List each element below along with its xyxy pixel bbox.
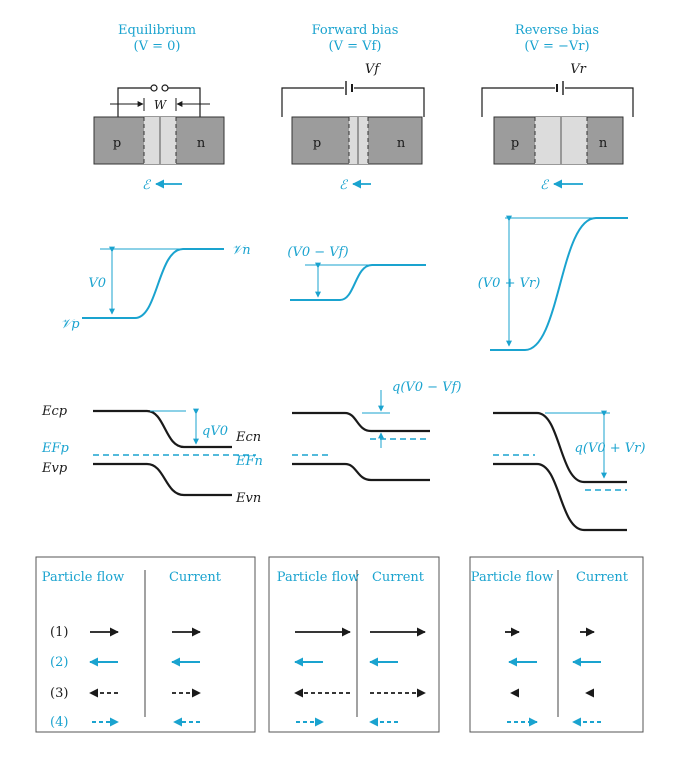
region-p-label: p [112, 136, 122, 151]
source-label-forward: Vf [364, 62, 380, 77]
circuit-forward-bias [282, 81, 424, 117]
region-n-label: n [396, 136, 406, 151]
evn-label: Evn [236, 491, 262, 506]
header-particle-flow: Particle flow [41, 570, 125, 585]
field-symbol: ℰ [540, 178, 548, 193]
title-equilibrium: Equilibrium [117, 23, 197, 38]
title-reverse-bias: Reverse bias [514, 23, 600, 38]
row-label-2: (2) [50, 655, 69, 670]
source-label-reverse: Vr [570, 62, 586, 77]
row-label-1: (1) [50, 625, 69, 640]
header-current: Current [168, 570, 222, 585]
potential-plot-forward [290, 265, 426, 300]
row-label-3: (3) [50, 686, 69, 701]
region-p-label: p [312, 136, 322, 151]
region-n-label: n [598, 136, 608, 151]
column-reverse-bias [470, 23, 645, 732]
header-current: Current [575, 570, 629, 585]
column-equilibrium [36, 23, 263, 732]
title-forward-bias: Forward bias [311, 23, 399, 38]
header-current: Current [371, 570, 425, 585]
ecn-label: Ecn [236, 430, 262, 445]
potential-p-label: 𝒱p [60, 317, 80, 332]
potential-n-label: 𝒱n [231, 243, 251, 258]
flow-table-equilibrium [36, 557, 255, 732]
band-energy-label: q(V0 + Vr) [574, 441, 646, 456]
band-diagram-reverse [493, 413, 627, 530]
field-symbol: ℰ [142, 178, 150, 193]
barrier-label: (V0 + Vr) [477, 276, 541, 291]
open-terminal-left [151, 85, 157, 91]
region-n-label: n [196, 136, 206, 151]
field-symbol: ℰ [339, 178, 347, 193]
column-forward-bias [269, 23, 461, 732]
open-terminal-right [162, 85, 168, 91]
width-label: W [153, 98, 167, 112]
barrier-label: (V0 − Vf) [287, 245, 349, 260]
efp-label: EFp [42, 441, 69, 456]
barrier-label: V0 [88, 276, 106, 291]
flow-table-forward [269, 557, 439, 732]
condition-forward-bias: (V = Vf) [328, 39, 382, 54]
header-particle-flow: Particle flow [276, 570, 360, 585]
band-diagram-equilibrium [93, 411, 256, 495]
band-energy-label: q(V0 − Vf) [392, 380, 462, 395]
band-energy-label: qV0 [202, 424, 228, 439]
flow-table-reverse [470, 557, 643, 732]
ecp-label: Ecp [42, 404, 68, 419]
band-diagram-forward [292, 390, 430, 480]
header-particle-flow: Particle flow [470, 570, 554, 585]
circuit-reverse-bias [482, 81, 633, 117]
evp-label: Evp [42, 461, 68, 476]
efn-label: EFn [236, 454, 263, 469]
row-label-4: (4) [50, 715, 69, 730]
condition-reverse-bias: (V = −Vr) [524, 39, 590, 54]
condition-equilibrium: (V = 0) [133, 39, 181, 54]
region-p-label: p [510, 136, 520, 151]
